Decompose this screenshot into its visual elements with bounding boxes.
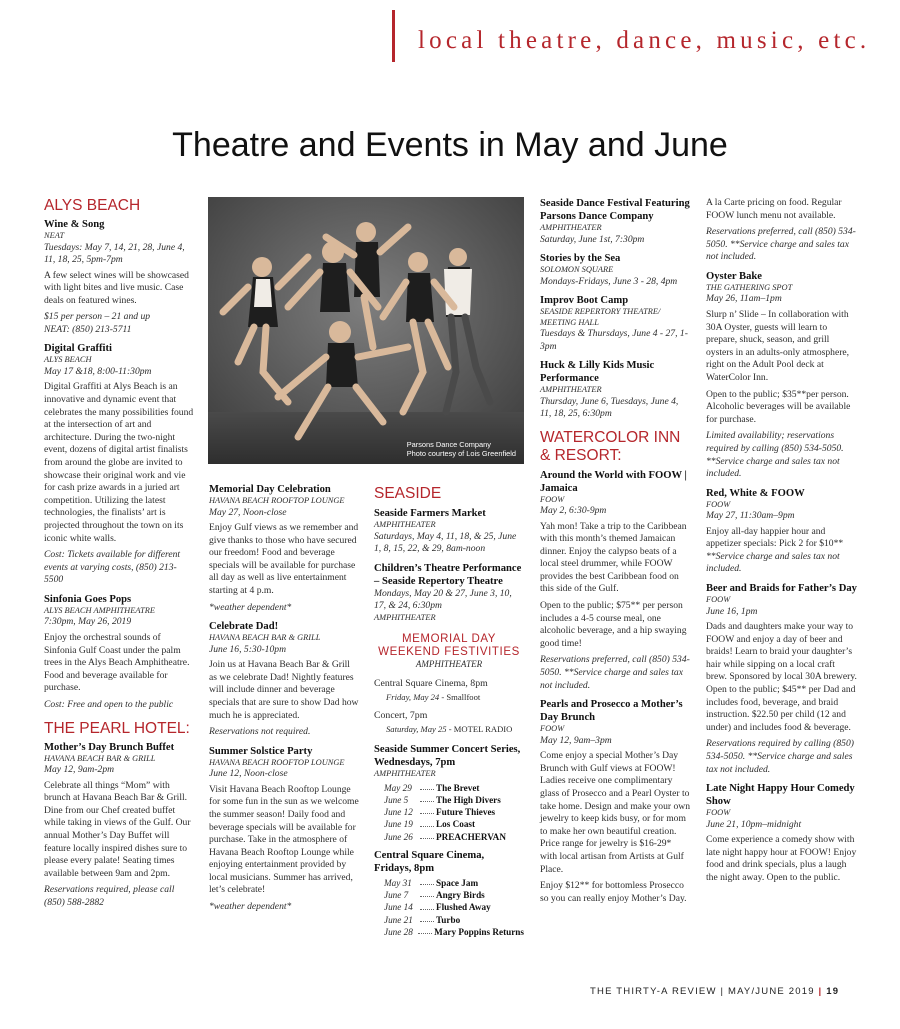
event-note: **Service charge and sales tax not included. xyxy=(706,550,840,575)
leader-dots xyxy=(420,806,434,814)
event-venue: HAVANA BEACH ROOFTOP LOUNGE xyxy=(209,496,345,505)
section-header: local theatre, dance, music, etc. xyxy=(418,27,871,54)
event-venue: ALYS BEACH AMPHITHEATRE xyxy=(44,605,156,615)
event-venue: AMPHITHEATER xyxy=(374,769,436,779)
leader-dots xyxy=(420,901,434,909)
schedule-row xyxy=(384,926,524,938)
event-date: May 12, 9am–3pm xyxy=(540,734,612,746)
leader-dots xyxy=(420,794,434,802)
event-title: Digital Graffiti xyxy=(44,343,112,355)
event-venue: THE GATHERING SPOT xyxy=(706,282,793,292)
event-venue: FOOW xyxy=(706,808,731,818)
event-date: June 16, 1pm xyxy=(706,605,758,617)
film-title: Smallfoot xyxy=(446,691,481,702)
event-venue: SOLOMON SQUARE xyxy=(540,265,614,274)
schedule-film: Turbo xyxy=(436,914,461,925)
dance-photo xyxy=(208,197,524,464)
event-note: Reservations required, please call (850) 588-2882 xyxy=(44,884,175,908)
leader-dots xyxy=(420,889,434,897)
cinema-date: Friday, May 24 - xyxy=(386,691,445,702)
event-description: Slurp n’ Slide – In collaboration with 30A Oyster, guests will learn to prepare, shuck, season, and grill oysters in an adults-only atmosphere, right on the Adult Pool deck at WaterColor Inn. xyxy=(706,308,850,383)
event-venue: FOOW xyxy=(706,499,731,509)
event-description: Dads and daughters make your way to FOOW and enjoy a day of beer and braids! Learn to braid your daughter’s hair while sipping on a local craft brew. Sponsored by local 30A brewery. Open to the public; $45** per Dad and includes food, beverage, and braid instruction. $22.50 per child (12 and under) and includes food & beverage. xyxy=(706,621,857,733)
photo-credit-line: Photo courtesy of Lois Greenfield xyxy=(406,449,516,458)
event-description: Open to the public; $35**per person. Alcoholic beverages will be available for purchase. xyxy=(706,388,851,425)
event-note: *weather dependent* xyxy=(209,601,292,613)
event-date: 7:30pm, May 26, 2019 xyxy=(44,616,132,628)
event-description: Enjoy all-day happier hour and appetizer specials: Pick 2 for $10** xyxy=(706,525,844,550)
section-heading-seaside: SEASIDE xyxy=(374,485,442,502)
event-title: Seaside Dance Festival Featuring Parsons Dance Company xyxy=(540,198,690,222)
cinema-listing-detail xyxy=(374,691,524,704)
event-date: June 12, Noon-close xyxy=(209,768,288,780)
event-note: Reservations preferred, call (850) 534-5050. **Service charge and sales tax not included. xyxy=(540,654,690,691)
event-venue: AMPHITHEATER xyxy=(540,223,602,232)
schedule-row xyxy=(384,901,524,913)
column-pearl-continued xyxy=(209,483,359,918)
schedule-row xyxy=(384,889,524,901)
cinema-listing: Central Square Cinema, 8pm xyxy=(374,678,488,689)
schedule-row xyxy=(384,831,524,843)
page-footer: THE THIRTY-A REVIEW | MAY/JUNE 2019 | 19 xyxy=(590,986,840,997)
dancers-illustration xyxy=(208,197,524,464)
section-heading-pearl-hotel: THE PEARL HOTEL: xyxy=(44,719,190,737)
event-title: Central Square Cinema, Fridays, 8pm xyxy=(374,849,485,874)
event-date: May 17 &18, 8:00-11:30pm xyxy=(44,365,152,377)
schedule-row xyxy=(384,914,524,926)
event-description: A la Carte pricing on food. Regular FOOW lunch menu not available. xyxy=(706,197,842,221)
event-title: Summer Solstice Party xyxy=(209,745,313,757)
event-date: May 12, 9am-2pm xyxy=(44,764,115,776)
event-description: Come enjoy a special Mother’s Day Brunch with Gulf views at FOOW! Ladies receive one complimentary glass of Prosecco and a Pearl Oyster to take home. Design and make your own jewelry to keep kids busy, or for mom to make her own beautiful creation. Price range for jewelry is $16-29* with local artisan from Artists at Gulf Place. xyxy=(540,750,690,875)
column-alys-pearl xyxy=(44,197,194,913)
event-venue: NEAT xyxy=(44,231,65,240)
event-description: Digital Graffiti at Alys Beach is an innovative and dynamic event that celebrates the many possibilities found at the intersection of art and architecture. During the two-night event, dozens of digital artist finalists from around the globe are invited to showcase their original work and vie for cash prize awards in a juried art competition. Utilizing the latest technologies, the finalists’ art is projected throughout the town on its iconic white walls. xyxy=(44,381,194,544)
concert-listing: Concert, 7pm xyxy=(374,710,428,722)
event-description: A few select wines will be showcased with light bites and live music. Case deals on featured wines. xyxy=(44,269,189,306)
section-heading-alys-beach: ALYS BEACH xyxy=(44,197,141,214)
event-date: June 21, 10pm–midnight xyxy=(706,818,802,830)
event-note: Reservations required by calling (850) 534-5050. **Service charge and sales tax not included. xyxy=(706,738,854,775)
event-venue: HAVANA BEACH ROOFTOP LOUNGE xyxy=(209,757,345,767)
schedule-date: June 5 xyxy=(384,795,409,806)
event-venue: HAVANA BEACH BAR & GRILL xyxy=(44,753,156,763)
schedule-act: Los Coast xyxy=(436,819,476,830)
event-venue: ALYS BEACH xyxy=(44,355,92,365)
event-date: May 27, Noon-close xyxy=(209,506,287,518)
event-date: May 2, 6:30-9pm xyxy=(540,505,607,516)
event-date: Thursday, June 6, Tuesdays, June 4, 11, 18, 25, 6:30pm xyxy=(540,395,679,419)
event-note: Reservations not required. xyxy=(209,726,311,738)
event-title: Oyster Bake xyxy=(706,270,763,282)
concert-schedule xyxy=(384,782,524,843)
event-venue: FOOW xyxy=(540,724,565,734)
event-title: Wine & Song xyxy=(44,219,105,230)
event-title: Late Night Happy Hour Comedy Show xyxy=(706,783,855,808)
schedule-act: PREACHERVAN xyxy=(436,831,506,842)
event-date: Tuesdays & Thursdays, June 4 - 27, 1-3pm xyxy=(540,328,688,352)
schedule-row xyxy=(384,782,524,794)
event-note: *weather dependent* xyxy=(209,901,292,913)
schedule-date: May 31 xyxy=(384,877,412,888)
schedule-row xyxy=(384,818,524,830)
issue-date: MAY/JUNE 2019 xyxy=(727,986,815,997)
schedule-date: June 7 xyxy=(384,890,409,901)
event-note: $15 per person – 21 and up xyxy=(44,311,151,323)
event-description: Join us at Havana Beach Bar & Grill as we celebrate Dad! Nightly features will include dinner and beverage specials that are sure to show Dad how much he is appreciated. xyxy=(209,659,359,721)
schedule-date: June 14 xyxy=(384,902,413,913)
schedule-date: May 29 xyxy=(384,782,412,793)
event-date: Tuesdays: May 7, 14, 21, 28, June 4, 11, 18, 25, 5pm-7pm xyxy=(44,241,185,265)
event-note: Cost: Tickets available for different events at varying costs, (850) 213-5500 xyxy=(44,549,181,586)
leader-dots xyxy=(420,914,434,922)
photo-caption-line: Parsons Dance Company xyxy=(406,440,491,449)
event-date: Mondays, May 20 & 27, June 3, 10, 17, & 24, 6:30pm xyxy=(374,587,512,611)
schedule-row xyxy=(384,794,524,806)
leader-dots xyxy=(418,926,432,934)
memorial-weekend-heading: MEMORIAL DAY WEEKEND FESTIVITIES xyxy=(378,633,520,658)
schedule-film: Space Jam xyxy=(436,877,479,888)
schedule-act: The Brevet xyxy=(436,782,480,793)
page-title: Theatre and Events in May and June xyxy=(172,126,728,164)
event-note: NEAT: (850) 213-5711 xyxy=(44,323,132,335)
event-venue: FOOW xyxy=(706,595,731,605)
schedule-row xyxy=(384,806,524,818)
schedule-act: Future Thieves xyxy=(436,807,496,818)
event-title: Improv Boot Camp xyxy=(540,295,629,306)
event-description: Enjoy $12** for bottomless Prosecco so you can really enjoy Mother’s Day. xyxy=(540,880,687,904)
event-date: Saturday, June 1st, 7:30pm xyxy=(540,233,645,245)
footer-divider: | xyxy=(818,986,823,997)
schedule-date: June 12 xyxy=(384,807,413,818)
concert-listing-detail xyxy=(374,723,524,736)
column-watercolor-continued xyxy=(706,197,858,889)
schedule-row xyxy=(384,877,524,889)
event-date: Saturdays, May 4, 11, 18, & 25, June 1, 8, 15, 22, & 29, 8am-noon xyxy=(374,530,517,554)
leader-dots xyxy=(420,818,434,826)
event-title: Seaside Farmers Market xyxy=(374,508,486,519)
event-note: Cost: Free and open to the public xyxy=(44,698,174,710)
concert-date: Saturday, May 25 - xyxy=(386,723,452,734)
event-title: Red, White & FOOW xyxy=(706,487,805,499)
event-date: May 26, 11am–1pm xyxy=(706,293,782,305)
column-seaside xyxy=(374,485,524,940)
schedule-film: Angry Birds xyxy=(436,890,485,901)
publication-name: THE THIRTY-A REVIEW xyxy=(590,986,717,997)
event-title: Memorial Day Celebration xyxy=(209,484,331,495)
event-title: Children’s Theatre Performance – Seaside Repertory Theatre xyxy=(374,562,522,587)
event-title: Huck & Lilly Kids Music Performance xyxy=(540,360,655,384)
column-seaside-watercolor xyxy=(540,197,690,909)
event-title: Stories by the Sea xyxy=(540,253,621,264)
band-name: MOTEL RADIO xyxy=(453,723,513,734)
schedule-film: Flushed Away xyxy=(436,902,491,913)
event-venue: AMPHITHEATER xyxy=(540,385,602,394)
schedule-date: June 19 xyxy=(384,819,413,830)
page-number: 19 xyxy=(826,986,840,997)
header-rule xyxy=(392,10,395,62)
event-venue: FOOW xyxy=(540,494,565,504)
event-note: Reservations preferred, call (850) 534-5050. **Service charge and sales tax not included. xyxy=(706,226,856,263)
schedule-date: June 28 xyxy=(384,926,413,937)
event-venue: AMPHITHEATER xyxy=(374,612,436,622)
schedule-date: June 21 xyxy=(384,914,413,925)
leader-dots xyxy=(420,831,434,839)
event-title: Around the World with FOOW | Jamaica xyxy=(540,469,687,494)
section-heading-watercolor: WATERCOLOR INN & RESORT: xyxy=(540,428,681,464)
event-date: Mondays-Fridays, June 3 - 28, 4pm xyxy=(540,275,678,287)
event-description: Open to the public; $75** per person includes a 4-5 course meal, one alcoholic beverage, and a hip swaying good time! xyxy=(540,600,687,649)
memorial-weekend-venue: AMPHITHEATER xyxy=(415,659,483,669)
leader-dots xyxy=(420,782,434,790)
schedule-act: The High Divers xyxy=(436,795,501,806)
event-venue: HAVANA BEACH BAR & GRILL xyxy=(209,633,321,643)
event-date: May 27, 11:30am–9pm xyxy=(706,510,795,522)
event-venue: SEASIDE REPERTORY THEATRE/ MEETING HALL xyxy=(540,307,661,327)
event-description: Enjoy the orchestral sounds of Sinfonia Gulf Coast under the palm trees in the Alys Beach Amphitheatre. Food and beverage available for purchase. xyxy=(44,631,190,694)
event-title: Mother’s Day Brunch Buffet xyxy=(44,741,175,753)
event-title: Pearls and Prosecco a Mother’s Day Brunch xyxy=(540,699,683,724)
event-venue: AMPHITHEATER xyxy=(374,520,436,529)
event-title: Sinfonia Goes Pops xyxy=(44,593,132,605)
photo-caption xyxy=(407,440,516,458)
event-title: Seaside Summer Concert Series, Wednesdays, 7pm xyxy=(374,744,521,769)
event-description: Visit Havana Beach Rooftop Lounge for some fun in the sun as we welcome the summer season! Daily food and beverage specials will be available for purchase. Take in the atmosphere of Havana Beach Rooftop Lounge while enjoying entertainment provided by local musicians. Summer has arrived, let’s celebrate! xyxy=(209,783,359,896)
schedule-film: Mary Poppins Returns xyxy=(434,926,524,937)
event-note: Limited availability; reservations required by calling (850) 534-5050. **Service charge and sales tax not included. xyxy=(706,430,844,480)
event-description: Come experience a comedy show with late night happy hour at FOOW! Enjoy food and drink specials, plus a laugh the night away. Open to the public. xyxy=(706,834,857,883)
schedule-date: June 26 xyxy=(384,831,413,842)
event-description: Enjoy Gulf views as we remember and give thanks to those who have secured our freedom! Food and beverage specials will be available for purchase all day as well as live entertainment starting at 4 p.m. xyxy=(209,522,359,596)
event-date: June 16, 5:30-10pm xyxy=(209,643,286,655)
event-title: Beer and Braids for Father’s Day xyxy=(706,583,857,595)
event-description: Yah mon! Take a trip to the Caribbean with this month’s themed Jamaican dinner. Enjoy the calypso beats of a local steel drummer, while FOOW provides the best Caribbean food on this side of the Gulf. xyxy=(540,520,687,595)
leader-dots xyxy=(420,877,434,885)
cinema-schedule xyxy=(384,877,524,938)
event-description: Celebrate all things “Mom” with brunch at Havana Beach Bar & Grill. Dine from our Chef created buffet while taking in views of the Gulf. Our annual Mother’s Day Buffet will feature locally inspired dishes sure to please every palate! Seating times available between 9am and 2pm. xyxy=(44,779,191,879)
event-title: Celebrate Dad! xyxy=(209,621,279,633)
